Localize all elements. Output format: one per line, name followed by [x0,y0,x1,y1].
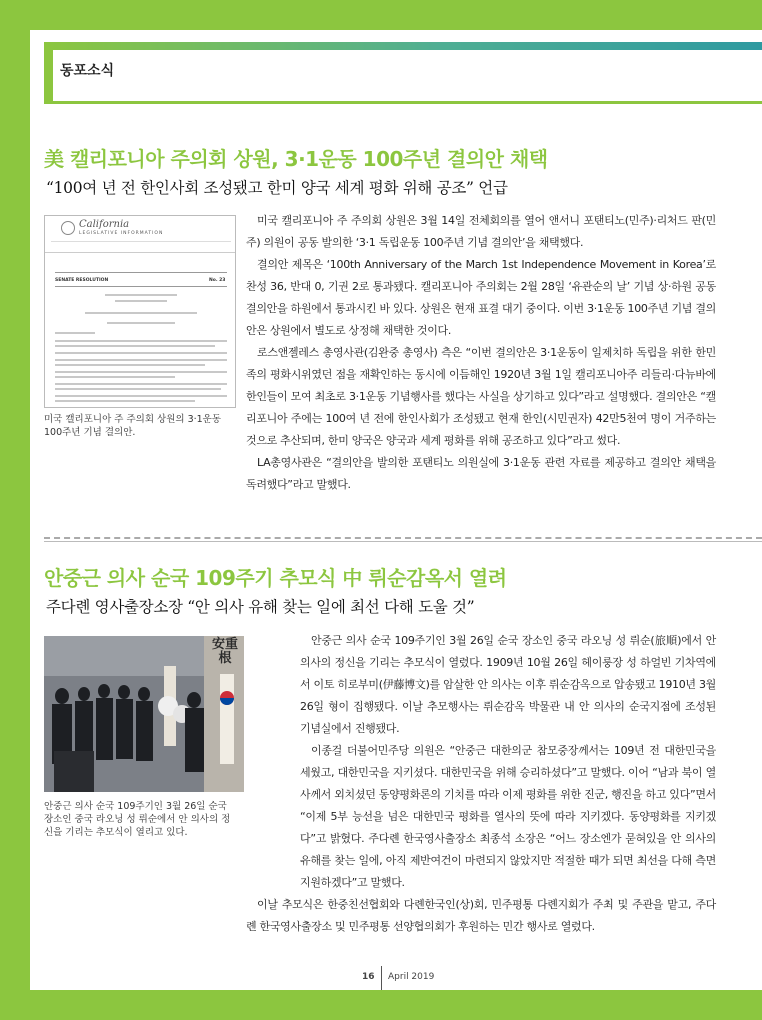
document-text-line [115,300,167,302]
section-header-gradient [44,42,762,50]
document-text-line [55,340,227,342]
article2-subtitle: 주다롄 영사출장소장 “안 의사 유해 찾는 일에 최선 다해 도울 것” [46,598,475,616]
bottom-green-bar [0,990,762,1020]
document-text-line [55,332,95,334]
left-green-bar [0,0,30,1020]
document-text-line [55,345,215,347]
document-text-line [55,364,205,366]
article1-paragraph: 로스앤젤레스 총영사관(김완중 총영사) 측은 “이번 결의안은 3·1운동이 일제치하 독립을 위한 한민족의 평화시위였던 점을 재확인하는 동시에 이듬해인 1920년 3월 1일 캘리포니아주 리들리·다뉴바에 한인들이 모여 최초로 3·1운동 기념행사를 했다는 사실을 상기하고 있다”라고 설명했다. 결의안은 “캘리포니아 주에는 100여 년 전에 한인사회가 조성됐고 현재 한인(시민권자) 42만5천여 명이 거주하는 것으로 추산되며, 한미 양국은 양국과 세계 평화를 위해 공조하고 있다”라고 썼다. [246,346,716,447]
section-header [44,42,762,104]
document-text-line [105,294,177,296]
article1-title: 美 캘리포니아 주의회 상원, 3·1운동 100주년 결의안 채택 [44,147,548,171]
memorial-ceremony-photo [44,636,244,792]
document-text-line [85,312,197,314]
article2-paragraph: 이종걸 더불어민주당 의원은 “안중근 대한의군 참모중장께서는 109년 전 대한민국을 세웠고, 대한민국을 지키셨다. 대한민국을 위해 승리하셨다”고 말했다. 이어 “남과 북이 열사께서 외치셨던 동양평화론의 기치를 따라 이제 평화를 위한 진군, 행진을 하고 있다”면서 “이제 5부 능선을 넘은 대한민국 평화를 열사의 뜻에 따라 지키겠다. 동양평화를 지키겠다”고 밝혔다. 주다롄 한국영사출장소 최종석 소장은 “어느 장소엔가 묻혀있을 안 의사의 유해를 찾는 일에, 아직 제반여건이 마련되지 않았지만 적절한 때가 되면 최선을 다해 측면지원하겠다”고 말했다. [300,744,716,889]
article1-paragraph: 미국 캘리포니아 주 주의회 상원은 3월 14일 전체회의를 열어 앤서니 포탠티노(민주)·리처드 판(민주) 의원이 공동 발의한 ‘3·1 독립운동 100주년 기념 결의안’을 채택했다. [246,214,716,249]
document-text-line [55,383,227,385]
document-label: SENATE RESOLUTION [55,278,109,283]
document-text-line [55,388,221,390]
memorial-banner-text: 安重根 [211,637,238,666]
state-seal-icon [61,221,75,235]
document-rule [55,286,227,287]
article1-caption: 미국 캘리포니아 주 주의회 상원의 3·1운동 100주년 기념 결의안. [44,414,222,438]
document-number: No. 23 [209,278,226,283]
top-green-bar [0,0,762,30]
document-logo-text: California [79,219,130,230]
resolution-document-image [44,215,236,408]
document-text-line [55,376,175,378]
document-text-line [55,352,227,354]
document-text-line [107,322,175,324]
document-header [45,216,235,253]
article1-paragraph: LA총영사관은 “결의안을 발의한 포탠티노 의원실에 3·1운동 관련 자료를 제공하고 결의안 채택을 독려했다”라고 말했다. [246,456,716,491]
document-text-line [55,395,227,397]
article1-paragraph: 결의안 제목은 ‘100th Anniversary of the March 1st Independence Movement in Korea’로 찬성 36, 반대 0, 기권 2로 통과됐다. 캘리포니아 주의회는 2월 28일 ‘유관순의 날’ 기념 상·하원 공동결의안을 하원에서 통과시킨 바 있다. 상원은 현재 표결 대기 중이다. 이번 3·1운동 100주년 기념 결의안은 상원에서 별도로 상정해 채택한 것이다. [246,258,716,337]
article-divider-line [44,541,762,542]
article-divider [44,537,762,539]
article2-caption: 안중근 의사 순국 109주기인 3월 26일 순국 장소인 중국 라오닝 성 뤼순에서 안 의사의 정신을 기리는 추모식이 열리고 있다. [44,801,231,838]
issue-date: April 2019 [388,972,435,982]
article2-body-lower [246,740,716,938]
page-number: 16 [362,972,375,982]
article2-title: 안중근 의사 순국 109주기 추모식 中 뤼순감옥서 열려 [44,566,507,590]
article1-subtitle: “100여 년 전 한인사회 조성됐고 한미 양국 세계 평화 위해 공조” 언급 [46,179,508,197]
article1-body [246,210,716,496]
document-logo-subtext: LEGISLATIVE INFORMATION [79,231,164,236]
document-text-line [55,400,195,402]
section-label: 동포소식 [60,62,115,78]
document-text-line [55,371,227,373]
document-rule [55,272,227,273]
article2-paragraph: 이날 추모식은 한중친선협회와 다롄한국인(상)회, 민주평통 다롄지회가 주최 및 주관을 맡고, 주다롄 한국영사출장소 및 민주평통 선양협의회가 후원하는 민간 행사로 열렸다. [246,898,716,933]
article2-body-upper [300,630,716,740]
article2-paragraph: 안중근 의사 순국 109주기인 3월 26일 순국 장소인 중국 라오닝 성 뤼순(旅順)에서 안 의사의 정신을 기리는 추모식이 열렸다. 1909년 10월 26일 헤이룽장 성 하얼빈 기차역에서 이토 히로부미(伊藤博文)를 암살한 안 의사는 이후 뤼순감옥으로 압송됐고 1910년 3월 26일 형이 집행됐다. 이날 추모행사는 뤼순감옥 박물관 내 안 의사의 순국지점에 조성된 기념실에서 진행됐다. [300,634,716,735]
document-text-line [55,359,227,361]
document-nav-line [51,241,231,248]
